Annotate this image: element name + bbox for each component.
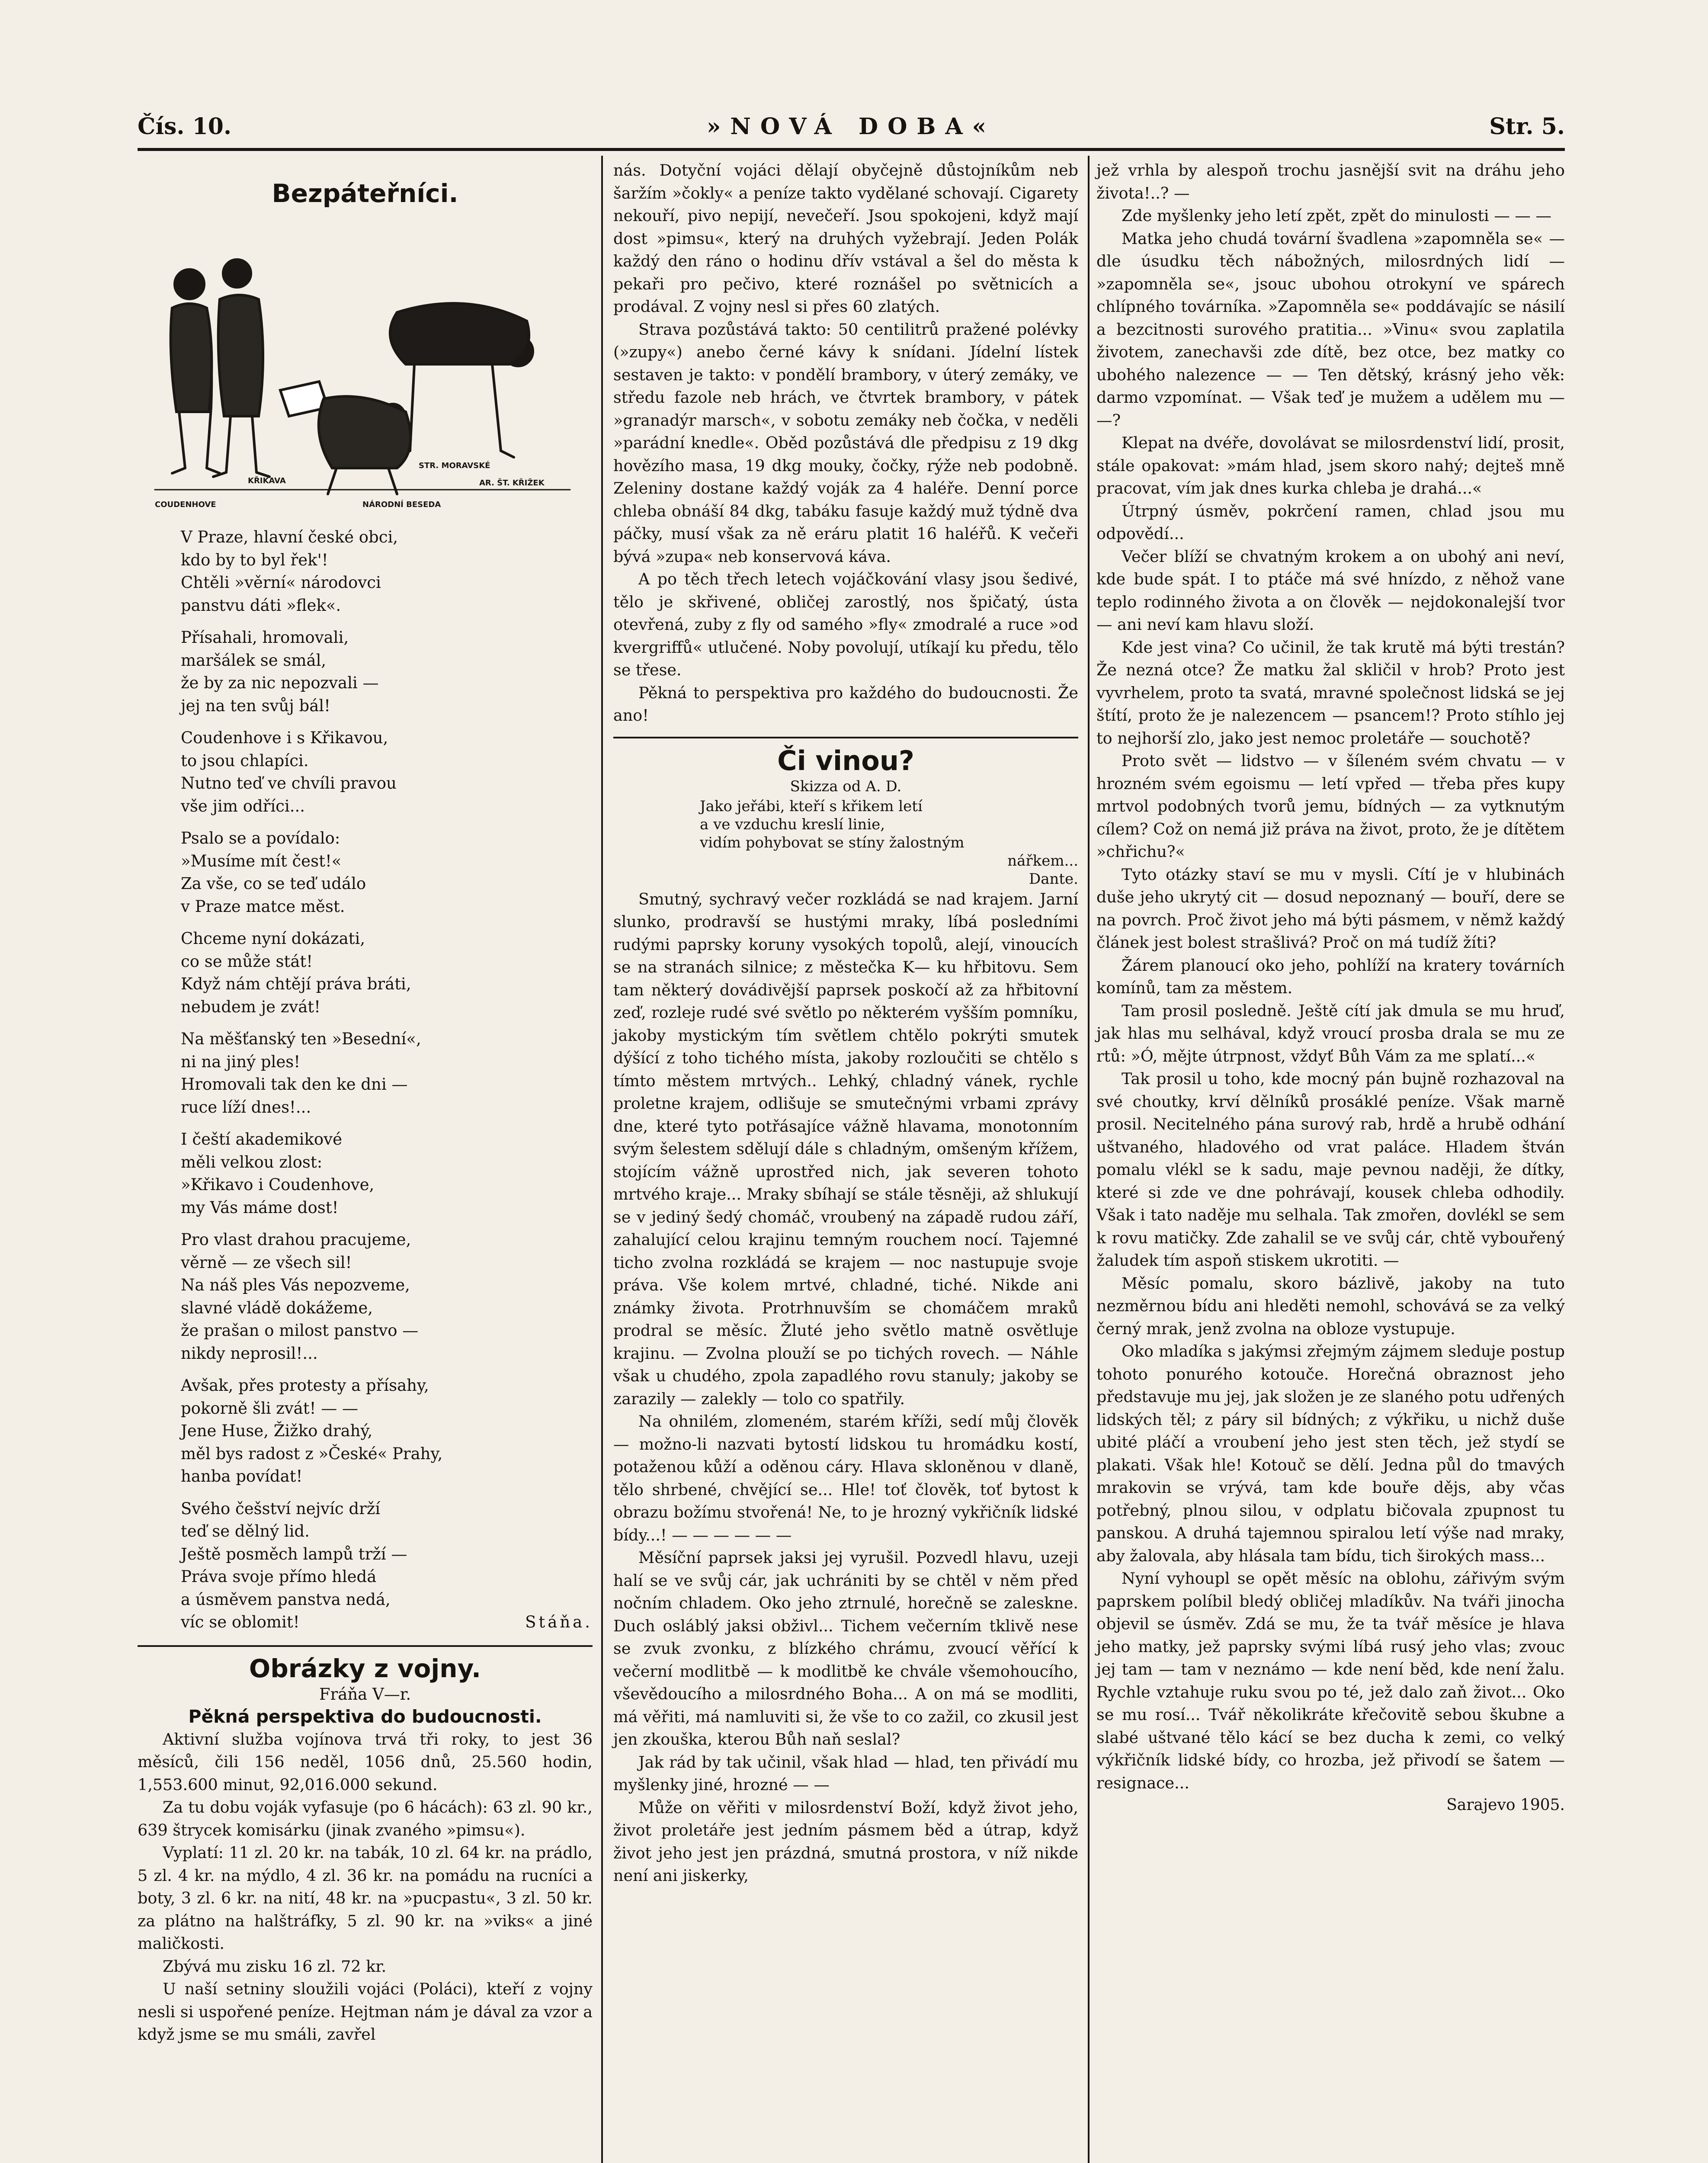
epigraph-line: nářkem... — [1007, 852, 1078, 870]
poem-line: to jsou chlapíci. — [181, 751, 309, 770]
poem-stanza — [181, 927, 593, 1018]
paragraph: U naší setniny sloužili vojáci (Poláci), kteří z vojny nesli si uspořené peníze. Hejtman nám je dával za vzor a když jsme se mu smáli, zavřel — [138, 1980, 593, 2044]
poem-stanza — [181, 1128, 593, 1219]
paragraph: Proto svět — lidstvo — v šíleném svém chvatu — v hrozném svém egoismu — letí vpřed — třeba přes kupy mrtvol podobných tvorů jemu, bídných — za vytknutým cílem? Což on nemá již práva na život, proto, že je dítětem »chřichu?« — [1096, 751, 1565, 861]
epigraph-line: Jako jeřábi, kteří s křikem letí — [700, 797, 923, 815]
poem-line: Ještě posměch lampů trží — — [181, 1544, 407, 1563]
poem-line: my Vás máme dost! — [181, 1198, 339, 1217]
poem-line: I čeští akademikové — [181, 1130, 342, 1149]
paragraph: Oko mladíka s jakýmsi zřejmým zájmem sleduje postup tohoto ponurého kotouče. Horečná obraznost jeho představuje mu jej, jak složen je ze slaného potu udřených lidských těl; z páry sil bídných; z výkřiku, u nichž duše ubité pláčí a vroubení jeho jest sten těch, jež stydí se plakati. Však hle! Kotouč se dělí. Jedna půl do tmavých mrakovin se vrývá, tam kde bouře dějs, aby včas potřebný, plnou silou, v odplatu bičovala zpupnost tu panskou. A druhá tajemnou spiralou letí výše nad mraky, aby žalovala, aby hlásala tam bídu, tich širokých mass... — [1096, 1342, 1565, 1565]
poem-line: Psalo se a povídalo: — [181, 829, 340, 847]
poem-line: Avšak, přes protesty a přísahy, — [181, 1376, 429, 1395]
poem-stanza — [181, 526, 593, 617]
paragraph: Matka jeho chudá tovární švadlena »zapomněla se« — dle úsudku těch nábožných, milosrdných lidí — »zapomněla se«, jsouc ubohou otrokyní ve spárech chlípného továrníka. »Zapomněla se« poddávajíc se násilí a bezcitnosti surového pratitia... »Vinu« svou zaplatila životem, zanechavši zde dítě, bez otce, bez matky co ubohého nalezence — — Ten dětský, krásný jeho věk: darmo vzpomínat. — Však teď je mužem a udělem mu — —? — [1096, 229, 1565, 430]
poem-line: »Musíme mít čest!« — [181, 851, 342, 870]
paragraph: Nyní vyhoupl se opět měsíc na oblohu, zářivým svým paprskem políbil bledý obličej mladíkův. Na tváři jinocha objevil se úsměv. Zdá se mu, že ta tvář měsíce je hlava jeho matky, jež paprsky svými líbá rusý jeho vlas; zvouc jej tam — tam v neznámo — kde není běd, kde není žalu. Rychle vztahuje ruku svou po té, jež dalo zaň život... Oko se mu rosí... Tvář několikráte křečovitě sebou škubne a slabé uštvané tělo kácí se bez ducha k zemi, co velký výkřičník lidské bídy, co hrozba, jež přivodí se šatem — resignace... — [1096, 1569, 1565, 1792]
paragraph: Tak prosil u toho, kde mocný pán bujně rozhazoval na své choutky, krví dělníků prosáklé peníze. Však marně prosil. Necitelného pána surový rab, hrdě a hrubě odhání uštvaného, hladového od vrat paláce. Hladem štván pomalu vlékl se k sadu, maje pevnou naději, že dítky, které si zde ve dne pohrávají, kousek chleba odhodily. Však i tato naděje mu selhala. Tak zmořen, dovlékl se sem k rovu matičky. Zde zahalil se ve svůj cár, chtě vybouřený žaludek tím aspoň stiskem ukrotiti. — — [1096, 1069, 1565, 1270]
paragraph: Zbývá mu zisku 16 zl. 72 kr. — [163, 1957, 387, 1976]
poem-line: nebudem je zvát! — [181, 997, 320, 1016]
poem-stanza — [181, 1374, 593, 1488]
section-author: Fráňa V—r. — [319, 1685, 411, 1704]
poem-line: nikdy neprosil!... — [181, 1344, 318, 1363]
poem-line: pokorně šli zvát! — — — [181, 1399, 358, 1418]
story-rule — [613, 737, 1078, 738]
paragraph: Žárem planoucí oko jeho, pohlíží na kratery továrních komínů, tam za městem. — [1096, 956, 1565, 997]
paragraph: Za tu dobu voják vyfasuje (po 6 hácách): 63 zl. 90 kr., 639 štrycek komisárku (jinak zvaného »pimsu«). — [138, 1798, 593, 1839]
poem-line: Coudenhove i s Křikavou, — [181, 728, 388, 747]
paragraph: Měsíc pomalu, skoro bázlivě, jakoby na tuto nezměrnou bídu ani hleděti nemohl, schovává se za velký černý mrak, jenž zvolna na obloze vystupuje. — [1096, 1274, 1565, 1338]
paragraph: Tam prosil posledně. Ještě cítí jak dmula se mu hruď, jak hlas mu selhával, když vroucí prosba drala se mu ze rtů: »Ó, mějte útrpnost, vždyť Bůh Vám za me splatí...« — [1096, 1001, 1565, 1065]
poem-line: maršálek se smál, — [181, 651, 327, 670]
poem-line: teď se dělný lid. — [181, 1522, 310, 1540]
column-divider-2 — [1088, 156, 1090, 2163]
poem-line: Přísahali, hromovali, — [181, 628, 349, 647]
poem-stanza — [181, 1028, 593, 1119]
cartoon-label-4: AR. ŠT. KŘIŽEK — [479, 478, 545, 488]
column-1 — [138, 159, 593, 2046]
cartoon-label-1: KŘIKAVA — [248, 476, 286, 485]
paragraph: Jak rád by tak učinil, však hlad — hlad, ten přivádí mu myšlenky jiné, hrozné — — — [613, 1752, 1078, 1794]
cartoon-title: Bezpáteřníci. — [272, 179, 458, 208]
poem-line: kdo by to byl řek'! — [181, 550, 328, 569]
paragraph: nás. Dotyční vojáci dělají obyčejně důstojníkům neb šaržím »čokly« a peníze takto vydělané schovají. Cigarety nekouří, pivo nepijí, nevečeří. Jsou spokojeni, když mají dost »pimsu«, který na druhých vyžebrají. Jeden Polák každý den ráno o hodinu dřív vstával a šel do města k pekaři pro pečivo, které roznášel po světnicích a prodával. Z vojny nesl si přes 60 zlatých. — [613, 161, 1078, 316]
paragraph: Klepat na dvéře, dovolávat se milosrdenství lidí, prosit, stále opakovat: »mám hlad, jsem skoro nahý; dejteš mně pracovat, vím jak dnes kurka chleba je drahá...« — [1096, 433, 1565, 497]
poem-line: že prašan o milost panstvo — — [181, 1321, 419, 1340]
poem-line: Hromovali tak den ke dni — — [181, 1075, 408, 1094]
poem-line: Když nám chtějí práva bráti, — [181, 975, 411, 993]
paragraph: Útrpný úsměv, pokrčení ramen, chlad jsou mu odpovědí... — [1096, 501, 1565, 543]
paragraph: Kde jest vina? Co učinil, že tak krutě má býti trestán? Že nezná otce? Že matku žal skličil v hrob? Proto jest vyvrhelem, proto ta svatá, mravné společnost lidská se jej štítí, proto že je nalezencem — psancem!? Proto stíhlo jej to nejhorší zlo, jako jest nemoc proletáře — souchotě? — [1096, 638, 1565, 748]
article-body — [138, 1728, 593, 2046]
paragraph: Měsíční paprsek jaksi jej vyrušil. Pozvedl hlavu, uzeji halí se ve svůj cár, jak uchrániti by se chtěl v něm před nočním chladem. Oko jeho ztrnulé, horečně se zaleskne. Duch osláblý jaksi obživl... Tichem večerním tklivě nese se zvuk zvonku, z blízkého chrámu, zvoucí věřící k večerní modlitbě — k modlitbě ke chvále všemohoucího, vševědoucího a milosrdného Boha... A on má se modliti, má věřiti, má namluviti si, že vše to co zažil, co zkusil jest jen zkouška, kterou Bůh naň seslal? — [613, 1548, 1078, 1749]
paragraph: A po těch třech letech vojáčkování vlasy jsou šedivé, tělo je skřivené, obličej zarostlý, nos špičatý, ústa otevřená, zuby z fly od samého »fly« zmodralé a ruce »od kvergriffů« utlučené. Noby povolují, utíkají ku předu, tělo se třese. — [613, 570, 1078, 679]
section-rule — [138, 1645, 593, 1647]
paragraph: Večer blíží se chvatným krokem a on ubohý ani neví, kde bude spát. I to ptáče má své hnízdo, z něhož vane teplo rodinného života a on člověk — nejdokonalejší tvor — ani neví kam hlavu složí. — [1096, 547, 1565, 634]
section-subtitle: Pěkná perspektiva do budoucnosti. — [188, 1706, 542, 1727]
paragraph: Na ohnilém, zlomeném, starém kříži, sedí můj člověk — možno-li nazvati bytostí lidskou tu hromádku kostí, potaženou kůží a oděnou cáry. Hlava skloněnou v dlaně, tělo shrbené, chvějící se... Hle! toť člověk, toť bytost k obrazu božímu stvořená! Ne, to je hrozný vykřičník lidské bídy...! — — — — — — — [613, 1412, 1078, 1544]
paragraph: Strava pozůstává takto: 50 centilitrů pražené polévky (»zupy«) anebo černé kávy k snídani. Jídelní lístek sestaven je takto: v pondělí brambory, v úterý zemáky, ve středu fazole neb hrách, ve čtvrtek brambory, v pátek »granadýr marsch«, v sobotu zemáky neb čočka, v neděli »parádní knedle«. Oběd pozůstává dle předpisu z 19 dkg hovězího masa, 19 dkg mouky, čočky, rýže neb podobně. Zeleniny dostane každý voják za 4 haléře. Denní porce chleba obnáší 84 dkg, tabáku fasuje každý muž týdně dva páčky, musí však za ně eráru platit 16 haléřů. K večeři bývá »zupa« neb konservová káva. — [613, 320, 1078, 566]
poem-line: Za vše, co se teď událo — [181, 874, 366, 893]
epigraph-author: Dante. — [1029, 870, 1078, 888]
poem-stanza — [181, 1498, 593, 1634]
poem-line: hanba povídat! — [181, 1467, 303, 1486]
paragraph: Zde myšlenky jeho letí zpět, zpět do minulosti — — — — [1122, 206, 1552, 225]
paragraph: Tyto otázky staví se mu v mysli. Cítí je v hlubinách duše jeho ukrytý cit — dosud nepoznaný — bouří, dere se na povrch. Proč život jeho má býti pásmem, v němž každý článek jest bolest strašlivá? Proč on má tudíž žíti? — [1096, 865, 1565, 952]
poem-line: Nutno teď ve chvíli pravou — [181, 774, 397, 793]
header-rule — [138, 148, 1565, 151]
column-2 — [613, 159, 1078, 1887]
cartoon-illustration — [138, 209, 593, 511]
poem-line: co se může stát! — [181, 952, 313, 971]
poem-line: jej na ten svůj bál! — [181, 696, 331, 715]
poem-stanza — [181, 727, 593, 818]
epigraph-line: a ve vzduchu kreslí linie, — [700, 815, 885, 833]
section-title: Obrázky z vojny. — [249, 1653, 481, 1683]
signature: Sarajevo 1905. — [1446, 1796, 1565, 1814]
page-header — [138, 113, 1565, 144]
cartoon-label-3: STR. MORAVSKÉ — [419, 461, 490, 470]
poem-line: vše jim odříci... — [181, 796, 305, 815]
poem-line: Na měšťanský ten »Besední«, — [181, 1030, 421, 1048]
poem-stanza — [181, 626, 593, 717]
poem-line: Chtěli »věrní« národovci — [181, 573, 381, 592]
poem-line: »Křikavo i Coudenhove, — [181, 1175, 375, 1194]
column-divider-1 — [601, 156, 603, 2163]
story-subtitle: Skizza od A. D. — [790, 777, 902, 795]
cartoon-label-2: NÁRODNÍ BESEDA — [362, 500, 441, 509]
issue-number: Čís. 10. — [138, 113, 232, 140]
poem-line: panstvu dáti »flek«. — [181, 596, 341, 615]
poem-line: v Praze matce měst. — [181, 897, 345, 916]
poem-stanza — [181, 827, 593, 918]
poem-line: V Praze, hlavní české obci, — [181, 528, 398, 546]
paragraph: jež vrhla by alespoň trochu jasnější svit na dráhu jeho života!..? — — [1096, 161, 1565, 202]
paragraph: Aktivní služba vojínova trvá tři roky, to jest 36 měsíců, čili 156 neděl, 1056 dnů, 25.560 hodin, 1,553.600 minut, 92,016.000 sekund. — [138, 1730, 593, 1794]
poem-line: že by za nic nepozvali — — [181, 674, 379, 692]
newspaper-title: »NOVÁ DOBA« — [706, 113, 996, 140]
poem-line: Na náš ples Vás nepozveme, — [181, 1276, 410, 1294]
poem-line: Chceme nyní dokázati, — [181, 929, 365, 948]
poem-line: Svého češství nejvíc drží — [181, 1499, 381, 1518]
poem-line: měli velkou zlost: — [181, 1152, 323, 1171]
poem-signature: Stáňa. — [525, 1613, 593, 1631]
poem-line: ruce líží dnes!... — [181, 1098, 311, 1117]
poem-line: a úsměvem panstva nedá, — [181, 1590, 391, 1609]
poem-stanza — [181, 1229, 593, 1365]
poem-line: slavné vládě dokážeme, — [181, 1298, 373, 1317]
page-number: Str. 5. — [1489, 113, 1565, 140]
column-3 — [1096, 159, 1565, 1816]
epigraph — [700, 797, 1078, 888]
poem-line: Pro vlast drahou pracujeme, — [181, 1230, 411, 1249]
paragraph: Pěkná to perspektiva pro každého do budoucnosti. Že ano! — [613, 683, 1078, 725]
poem-line: Jene Huse, Žižko drahý, — [181, 1422, 373, 1440]
poem-line: věrně — ze všech sil! — [181, 1253, 352, 1272]
poem — [181, 526, 593, 1634]
poem-line: měl bys radost z »České« Prahy, — [181, 1444, 443, 1463]
paragraph: Smutný, sychravý večer rozkládá se nad krajem. Jarní slunko, prodravší se hustými mraky, líbá posledními rudými paprsky koruny vysokých topolů, alejí, vinoucích se na stranách silnice; z městečka K— ku hřbitovu. Sem tam některý dovádivější paprsek poskočí až za hřbitovní zeď, rozleje rudé své světlo po některém vyšším pomníku, jakoby mystickým tím světlem chtělo pokrýti smutek dýšící z toho tichého místa, jakoby rozloučiti se chtělo s tímto městem mrtvých.. Lehký, chladný vánek, rychle proletne krajem, odlišuje se smutečnými vrbami zprávy dne, které tyto potřásajíce vážně hlavama, monotonním svým šelestem sdělují dále s chladným, omšeným křížem, stojícím vážně uprostřed nich, jak severen tohoto mrtvého kraje... Mraky sbíhají se stále těsněji, až shlukují se v jediný šedý chomáč, vroubený na západě rudou září, zahalující celou krajinu temným rouchem nocí. Tajemné ticho zvolna rozkládá se krajem — noc nastupuje svoje práva. Vše kolem mrtvé, chladné, tiché. Nikde ani známky života. Protrhnuvším se chomáčem mraků prodral se měsíc. Žluté jeho světlo matně osvětluje krajinu. — Zvolna plouží se po tichých rovech. — Náhle však u chudého, zpola zapadlého rovu stanuly; jakoby se zarazily — zalekly — tolo co spatřily. — [613, 889, 1078, 1408]
poem-line: víc se oblomit! — [181, 1613, 300, 1631]
paragraph: Vyplatí: 11 zl. 20 kr. na tabák, 10 zl. 64 kr. na prádlo, 5 zl. 4 kr. na mýdlo, 4 zl. 36 kr. na pomádu na rucníci a boty, 3 zl. 6 kr. na nití, 48 kr. na »pucpastu«, 3 zl. 50 kr. za plátno na halštráfky, 5 zl. 90 kr. na »viks« a jiné maličkosti. — [138, 1843, 593, 1953]
poem-line: Práva svoje přímo hledá — [181, 1567, 377, 1586]
epigraph-line: vidím pohybovat se stíny žalostným — [700, 834, 965, 851]
story-title: Či vinou? — [777, 745, 914, 777]
poem-line: ni na jiný ples! — [181, 1052, 301, 1071]
paragraph: Může on věřiti v milosrdenství Boží, když život jeho, život proletáře jest jedním pásmem běd a útrap, když život jeho jest jen prázdná, smutná prostora, v níž nikde není ani jiskerky, — [613, 1798, 1078, 1885]
cartoon-label-5: COUDENHOVE — [155, 500, 216, 509]
